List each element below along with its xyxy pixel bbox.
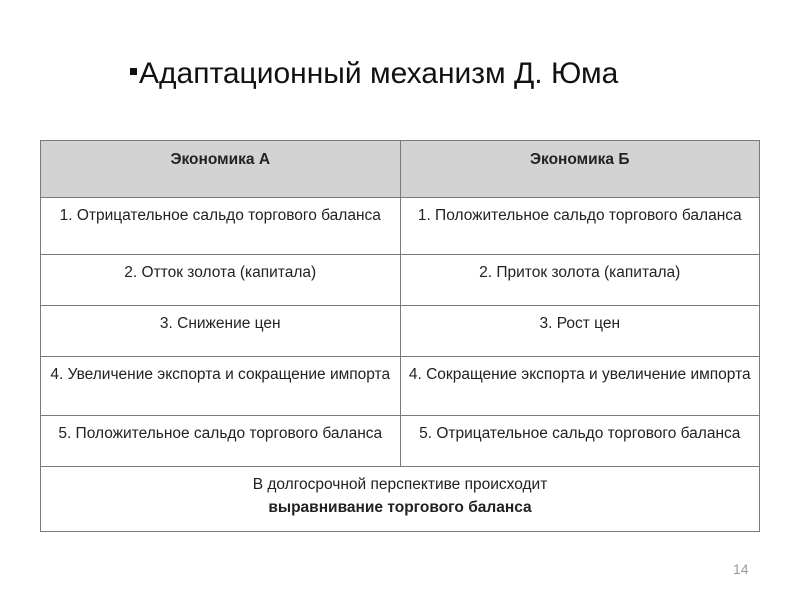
- table-cell: 3. Снижение цен: [41, 306, 401, 357]
- table-cell: 4. Увеличение экспорта и сокращение импорта: [41, 357, 401, 416]
- column-header-economy-a: Экономика А: [41, 141, 401, 198]
- table-cell: 4. Сокращение экспорта и увеличение импорта: [400, 357, 760, 416]
- table-cell: 2. Приток золота (капитала): [400, 255, 760, 306]
- comparison-table: [40, 140, 760, 532]
- table-cell: 5. Положительное сальдо торгового баланса: [41, 416, 401, 467]
- slide-title-text: Адаптационный механизм Д. Юма: [139, 57, 619, 90]
- table-header-row: [41, 141, 760, 198]
- table-cell: 2. Отток золота (капитала): [41, 255, 401, 306]
- summary-line-2: выравнивание торгового баланса: [268, 499, 532, 516]
- table-cell: 5. Отрицательное сальдо торгового баланса: [400, 416, 760, 467]
- table-row: [41, 198, 760, 255]
- slide-title: [130, 54, 618, 94]
- table-row: [41, 416, 760, 467]
- page-number: 14: [733, 561, 749, 577]
- summary-cell: [41, 467, 760, 532]
- table-cell: 1. Положительное сальдо торгового баланса: [400, 198, 760, 255]
- table-row: [41, 306, 760, 357]
- table-row: [41, 255, 760, 306]
- column-header-economy-b: Экономика Б: [400, 141, 760, 198]
- table-cell: 3. Рост цен: [400, 306, 760, 357]
- square-bullet-icon: [130, 68, 137, 75]
- summary-line-1: В долгосрочной перспективе происходит: [252, 476, 548, 493]
- table-row: [41, 357, 760, 416]
- table-cell: 1. Отрицательное сальдо торгового баланса: [41, 198, 401, 255]
- summary-row: [41, 467, 760, 532]
